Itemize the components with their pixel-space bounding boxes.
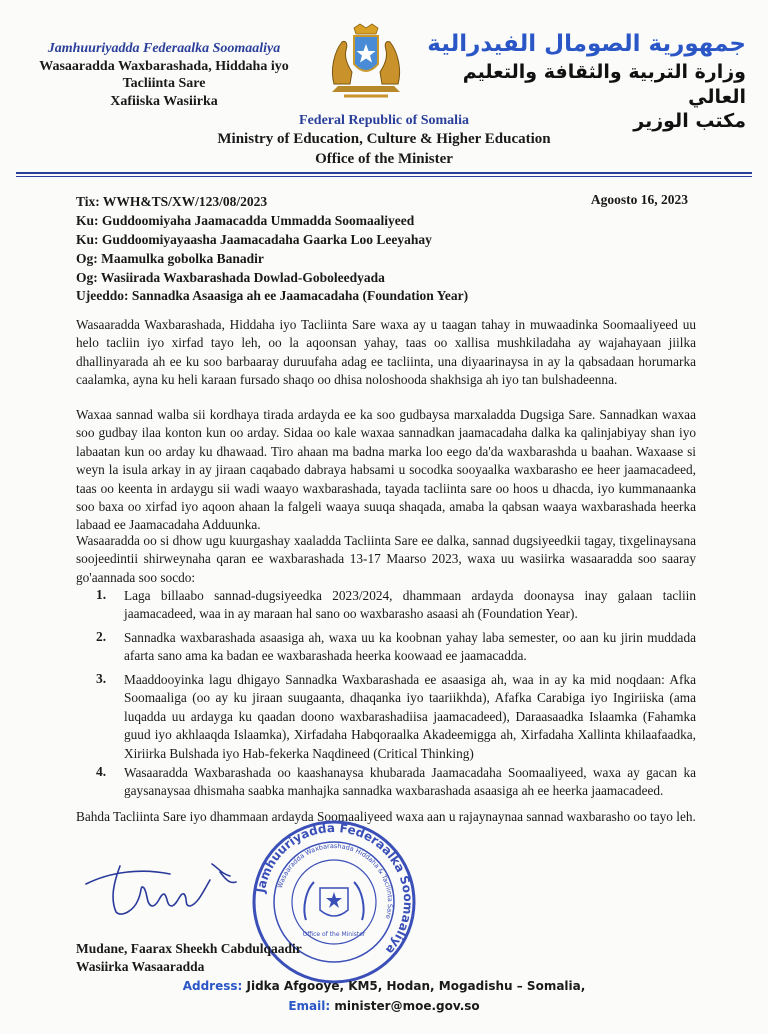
header-english bbox=[0, 112, 768, 169]
address-text: Jidka Afgooye, KM5, Hodan, Mogadishu – Somalia, bbox=[246, 979, 586, 993]
signature-image bbox=[80, 854, 240, 924]
item-number: 3. bbox=[96, 671, 107, 686]
cc-2: Og: Wasiirada Waxbarashada Dowlad-Goboleedyada bbox=[76, 270, 385, 285]
list-item: Maaddooyinka lagu dhigayo Sannadka Waxbarashada ee asaasiga ah, waa in ay ka mid noqdaan: Afka Soomaaliga (oo ay ku jiraan suugaanta, dhaqanka iyo taariikhda), Afafka Carabiga iyo Ingiriiska (ama luqadda uu ardayga ku qaadan doono waxbarashadiisa jaamacadeed), Daraasaadka Islaamka (Fahamka guud iyo akhlaaqda Islaamka), Xirfadaha Habqoraalka Akadeemigga ah, Xirfadaha Xallinta khilaafaadka, Xiriirka Bulshada iyo Hab-fekerka Naqdineed (Critical Thinking) bbox=[124, 672, 696, 761]
header-somali-ministry-2: Tacliinta Sare bbox=[122, 76, 206, 91]
paragraph-2: Waxaa sannad walba sii kordhaya tirada ardayda ee ka soo gudbaysa marxaladda Dugsiga Sare. Sannadkan waxaa soo gudbay ilaa konton kun oo arday. Sidaa oo kale waxaa sannadkan jaamacadaha dalka ka qalinjabiyay shan iyo labaatan kun oo arday ku dhawaad. Tiro ahaan ma badna marka loo eego da'da waxbarashda u baahan. Waxaase si weyn la isula arkay in ay jiraan caqabado dabraya habsami u socodka sooyaalka waxbarasho ee heer jaamacadeed, taas oo keenta in ardaygu sii wadi waayo waxbarashada, tayada tacliinta sare oo hoos u dhacda, iyo kummanaanka soo baxa oo xirfad iyo aqoon ahaan la falgeli waaya suuqa shaqada, amaba la qabsan waaya waxbarashada heerka labaad ee Jaamacadaha Adduunka. bbox=[76, 407, 696, 533]
header-somali-ministry: Wasaaradda Waxbarashada, Hiddaha iyo bbox=[39, 58, 289, 74]
somalia-coat-of-arms-icon bbox=[324, 22, 408, 102]
paragraph-3: Wasaaradda oo si dhow ugu kuurgashay xaaladda Tacliinta Sare ee dalka, sannad dugsiyeedkii tagay, tixgelinaysana soojeedintii shirweynaha qaran ee waxbarashada 13-17 Maarso 2023, waxa uu wasiirka wasaaradda soo saaray go'aannada soo socdo: bbox=[76, 533, 696, 585]
letter-date: Agoosto 16, 2023 bbox=[590, 192, 688, 207]
header-arabic-republic: جمهورية الصومال الفيدرالية bbox=[427, 31, 746, 57]
header-english-ministry: Ministry of Education, Culture & Higher Education bbox=[217, 131, 551, 148]
email-label: Email: bbox=[288, 999, 331, 1013]
svg-text:Jamhuuriyadda Federaalka Sooma: Jamhuuriyadda Federaalka Soomaaliya bbox=[253, 820, 416, 957]
svg-text:Office of the Minister: Office of the Minister bbox=[302, 931, 366, 938]
header-arabic-office: مكتب الوزير bbox=[633, 110, 746, 133]
footer-address-line bbox=[0, 976, 768, 996]
address-label: Address: bbox=[182, 979, 243, 993]
item-number: 4. bbox=[96, 764, 107, 779]
subject-line: Ujeeddo: Sannadka Asaasiga ah ee Jaamacadaha (Foundation Year) bbox=[76, 288, 469, 303]
header-somali bbox=[14, 40, 314, 110]
recipient-1: Ku: Guddoomiyaha Jaamacadda Ummadda Soomaaliyeed bbox=[76, 213, 415, 228]
header-divider-thin bbox=[16, 176, 752, 177]
cc-1: Og: Maamulka gobolka Banadir bbox=[76, 251, 264, 266]
signer-name: Mudane, Faarax Sheekh Cabdulqaadir bbox=[76, 941, 302, 956]
signer-block bbox=[76, 940, 302, 976]
item-number: 1. bbox=[96, 587, 107, 602]
footer-email-line bbox=[0, 996, 768, 1016]
list-item: Sannadka waxbarashada asaasiga ah, waxa uu ka koobnan yahay laba semester, oo aan ku jirin muddada afarta sano ama ka badan ee waxbarashada heerka koowaad ee jaamacadda. bbox=[124, 630, 696, 664]
header-english-office: Office of the Minister bbox=[315, 150, 453, 167]
svg-text:Wasaaradda Waxbarashada Hiddah: Wasaaradda Waxbarashada Hiddaha & Tacliinta Sare bbox=[275, 841, 395, 920]
header-arabic-ministry: وزارة التربية والثقافة والتعليم العالي bbox=[462, 60, 746, 108]
header-somali-republic: Jamhuuriyadda Federaalka Soomaaliya bbox=[47, 41, 281, 56]
recipient-2: Ku: Guddoomiyayaasha Jaamacadaha Gaarka Loo Leeyahay bbox=[76, 232, 432, 247]
signer-title: Wasiirka Wasaaradda bbox=[76, 959, 205, 974]
closing-paragraph: Bahda Tacliinta Sare iyo dhammaan ardayda Soomaaliyeed waxa aan u rajaynaynaa sannad waxbarasho oo tayo leh. bbox=[76, 809, 696, 824]
list-item: Laga billaabo sannad-dugsiyeedka 2023/2024, dhammaan ardayda doonaysa inay galaan tacliin jaamacadeed, waa in ay maraan hal sano oo waxbarasho asaasi ah (Foundation Year). bbox=[124, 588, 696, 622]
item-number: 2. bbox=[96, 629, 107, 644]
reference-number: Tix: WWH&TS/XW/123/08/2023 bbox=[76, 194, 268, 209]
header-divider bbox=[16, 172, 752, 174]
header-english-republic: Federal Republic of Somalia bbox=[299, 113, 469, 128]
paragraph-1: Wasaaradda Waxbarashada, Hiddaha iyo Tacliinta Sare waxa ay u taagan tahay in muwaadinka Soomaaliyeed uu helo tacliin iyo xirfad tayo leh, oo la aqoonsan yahay, taas oo xallisa mushkiladaha ay wajahayaan jiilka dhallinyarada ah ee ku soo barbaaray duruufaha adag ee tacliinta, una diyaarinaysa in ay la qabsadaan horumarka caalamka, ayna ku heli karaan fursado shaqo oo dhisa noloshooda shakhsiga ah iyo tan bulshadeenna. bbox=[76, 317, 696, 388]
email-link[interactable]: minister@moe.gov.so bbox=[334, 999, 480, 1013]
header-somali-office: Xafiiska Wasiirka bbox=[110, 93, 218, 109]
list-item: Wasaaradda Waxbarashada oo kaashanaysa khubarada Jaamacadaha Soomaaliyeed, waxa ay gacan ka gaysanaysaa dhismaha saabka manhajka sannadka waxbarashada asaasiga ah ee heerka jaamacadeed. bbox=[124, 765, 696, 799]
